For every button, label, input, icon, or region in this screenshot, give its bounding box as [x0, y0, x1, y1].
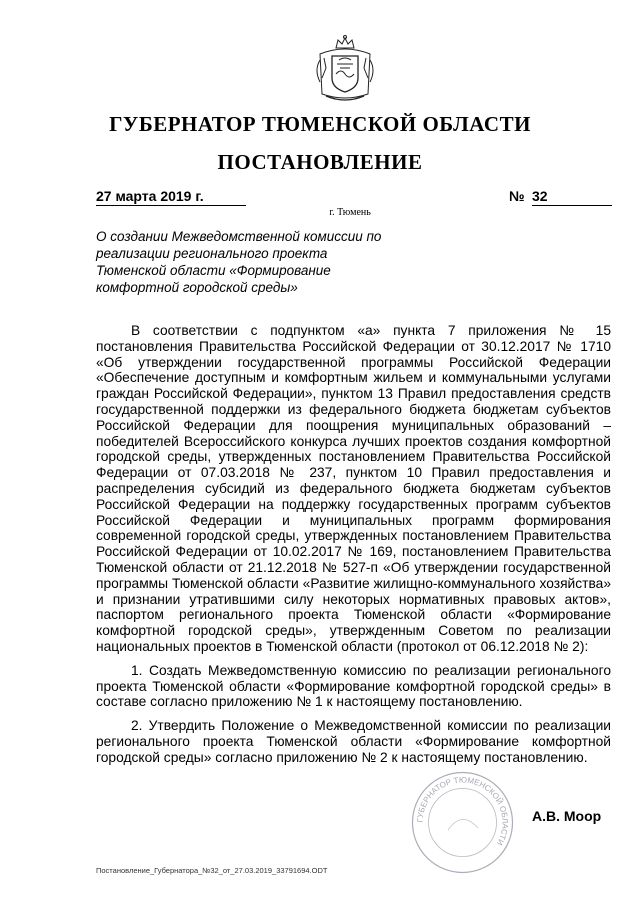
svg-text:ГУБЕРНАТОР ТЮМЕНСКОЙ ОБЛАСТИ [415, 775, 509, 847]
signer-name: А.В. Моор [532, 808, 602, 824]
document-subject: О создании Межведомственной комиссии по реализации регионального проекта Тюменской области «Формирование комфортной городской среды» [96, 229, 382, 295]
official-seal-icon [410, 770, 515, 875]
preamble-paragraph: В соответствии с подпунктом «а» пункта 7 приложения № 15 постановления Правительства Российской Федерации от 30.12.2017 № 1710 «Об утверждении государственной программы Российской Федерации «Обеспечение доступным и комфортным жильем и коммунальными услугами граждан Российской Федерации», пунктом 13 Правил предоставления средств государственной поддержки из федерального бюджета бюджетам субъектов Российской Федерации для поощрения муниципальных образований – победителей Всероссийского конкурса лучших проектов создания комфортной городской среды, утвержденных постановлением Правительства Российской Федерации от 07.03.2018 № 237, пунктом 10 Правил предоставления и распределения субсидий из федерального бюджета бюджетам субъектов Российской Федерации на поддержку государственных программ субъектов Российской Федерации и муниципальных программ формирования современной городской среды, утвержденных постановлением Правительства Российской Федерации от 10.02.2017 № 169, постановлением Правительства Тюменской области от 21.12.2018 № 527-п «Об утверждении государственной программы Тюменской области «Развитие жилищно-коммунального хозяйства» и признании утратившими силу некоторых нормативных правовых актов», паспортом регионального проекта Тюменской области «Формирование комфортной городской среды», утвержденным Советом по реализации национальных проектов в Тюменской области (протокол от 06.12.2018 № 2): [96, 323, 611, 654]
file-footer: Постановление_Губернатора_№32_от_27.03.2019_33791694.ODT [96, 866, 328, 875]
number-label: № [509, 188, 525, 204]
item-1-paragraph: 1. Создать Межведомственную комиссию по реализации регионального проекта Тюменской области «Формирование комфортной городской среды» в составе согласно приложению № 1 к настоящему постановлению. [96, 662, 611, 710]
city-label: г. Тюмень [329, 207, 371, 218]
item-2-paragraph: 2. Утвердить Положение о Межведомственной комиссии по реализации регионального проекта Тюменской области «Формирование комфортной городской среды» согласно приложению № 2 к настоящему постановлению. [96, 718, 611, 765]
document-date: 27 марта 2019 г. [96, 188, 246, 206]
document-number: 32 [532, 188, 612, 206]
seal-text: ГУБЕРНАТОР ТЮМЕНСКОЙ ОБЛАСТИ [415, 775, 510, 847]
document-body [96, 323, 611, 766]
authority-title: ГУБЕРНАТОР ТЮМЕНСКОЙ ОБЛАСТИ [109, 112, 531, 136]
document-type-title: ПОСТАНОВЛЕНИЕ [217, 150, 423, 174]
coat-of-arms-icon [312, 34, 378, 104]
